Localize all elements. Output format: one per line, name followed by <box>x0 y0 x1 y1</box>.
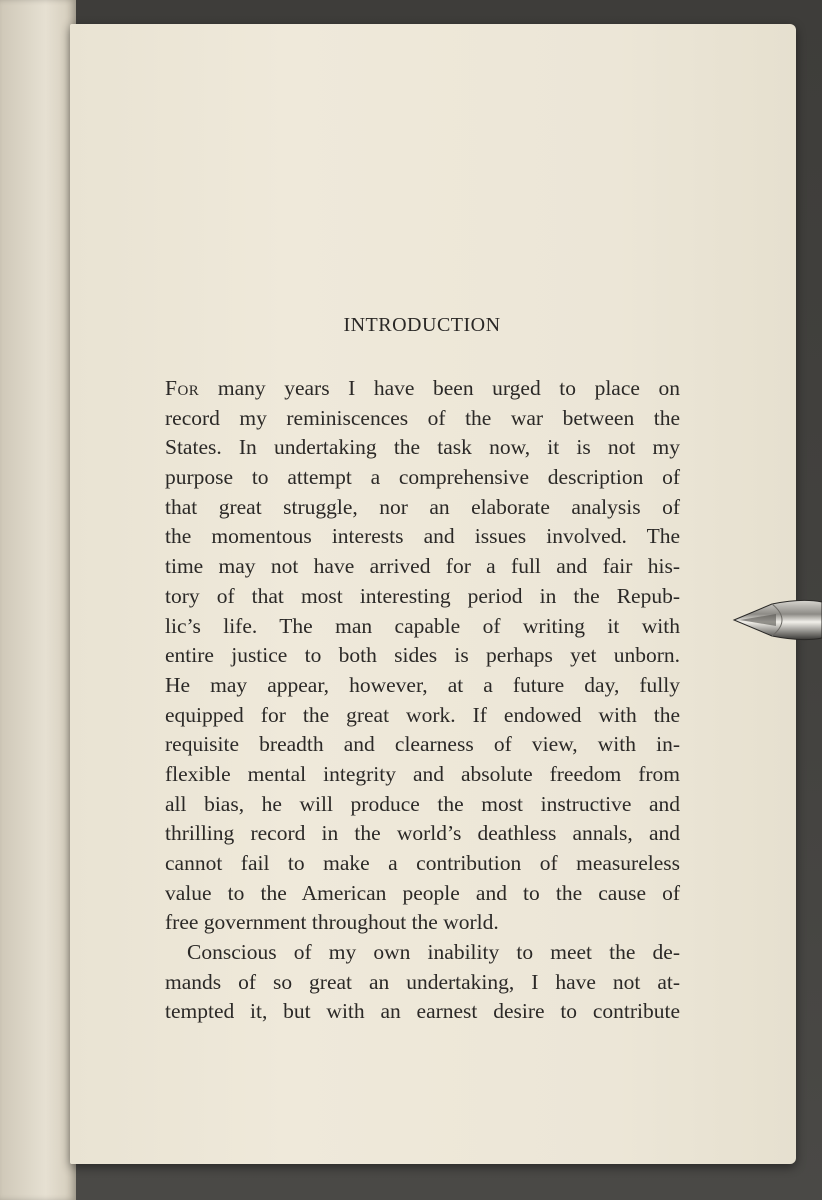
text-line: cannot fail to make a contribution of measureless <box>165 851 680 875</box>
text-line: time may not have arrived for a full and fair his- <box>165 554 680 579</box>
text-line: He may appear, however, at a future day, fully <box>165 672 680 697</box>
text-line: value to the American people and to the cause of <box>165 880 680 905</box>
text-line: entire justice to both sides is perhaps yet unborn. <box>165 643 680 668</box>
text-line: mands of so great an undertaking, I have not at- <box>165 969 680 994</box>
text-line: flexible mental integrity and absolute freedom from <box>165 761 680 786</box>
text-line: free government throughout the world. <box>165 910 499 935</box>
text-line: equipped for the great work. If endowed with the <box>165 702 680 727</box>
text-line: requisite breadth and clearness of view, with in- <box>165 732 680 757</box>
text-line: purpose to attempt a comprehensive description of <box>165 465 680 490</box>
text-line: the momentous interests and issues involved. The <box>165 524 680 549</box>
text-line: tory of that most interesting period in the Repub- <box>165 583 680 608</box>
text-line: Conscious of my own inability to meet the de- <box>187 940 680 965</box>
text-line: all bias, he will produce the most instructive and <box>165 791 680 816</box>
text-line: For many years I have been urged to place on <box>165 376 680 400</box>
chapter-heading: INTRODUCTION <box>343 314 501 336</box>
text-line: that great struggle, nor an elaborate analysis of <box>165 494 680 519</box>
text-line: tempted it, but with an earnest desire to contribute <box>165 999 680 1024</box>
pen-nib-icon <box>732 590 822 648</box>
text-line: record my reminiscences of the war between the <box>165 405 680 430</box>
text-line: States. In undertaking the task now, it is not my <box>165 435 680 460</box>
facing-page-edge <box>0 0 76 1200</box>
body-text <box>165 374 680 1027</box>
text-line: lic’s life. The man capable of writing it with <box>165 613 680 638</box>
lead-word: For <box>165 376 200 400</box>
text-line: thrilling record in the world’s deathless annals, and <box>165 821 680 846</box>
